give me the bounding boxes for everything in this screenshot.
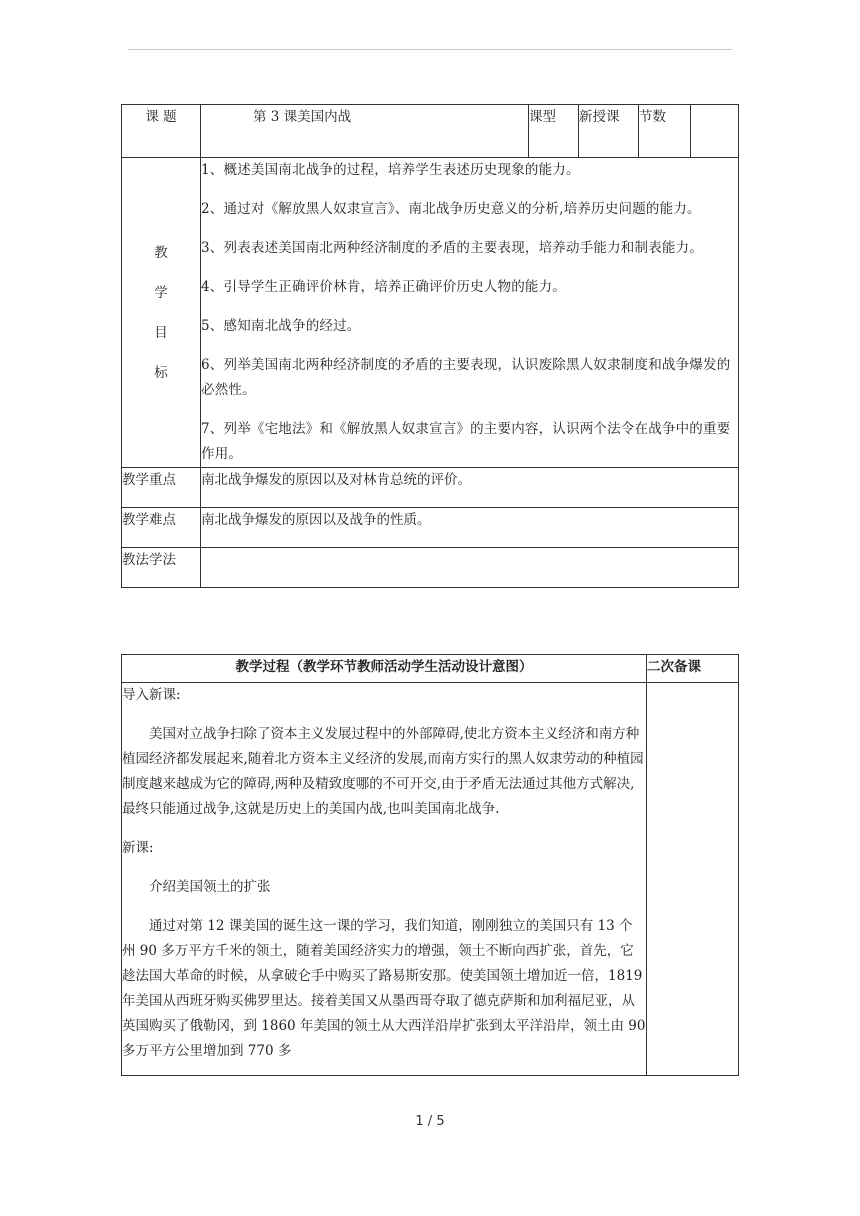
difficulties-text: 南北战争爆发的原因以及战争的性质。 [201, 508, 739, 548]
difficulties-row [122, 508, 739, 548]
key-points-text: 南北战争爆发的原因以及对林肯总统的评价。 [201, 468, 739, 508]
process-header: 教学过程（教学环节教师活动学生活动设计意图） [122, 655, 647, 683]
key-points-row [122, 468, 739, 508]
title-row [122, 105, 739, 158]
difficulties-label: 教学难点 [122, 508, 201, 548]
key-points-label: 教学重点 [122, 468, 201, 508]
objective-item: 3、列表表述美国南北两种经济制度的矛盾的主要表现，培养动手能力和制表能力。 [201, 240, 703, 256]
second-prep-column [647, 683, 739, 1076]
objective-item: 1、概述美国南北战争的过程，培养学生表述历史现象的能力。 [201, 162, 580, 178]
objective-item: 6、列举美国南北两种经济制度的矛盾的主要表现，认识废除黑人奴隶制度和战争爆发的必然性。 [201, 357, 731, 398]
periods-label: 节数 [639, 105, 691, 158]
second-prep-header: 二次备课 [647, 655, 739, 683]
objectives-label: 教 学 目 标 [122, 158, 201, 468]
process-header-row [122, 655, 739, 683]
objective-item: 4、引导学生正确评价林肯，培养正确评价历史人物的能力。 [201, 279, 566, 295]
intro-paragraph: 美国对立战争扫除了资本主义发展过程中的外部障碍,使北方资本主义经济和南方种植园经济都发展起来,随着北方资本主义经济的发展,而南方实行的黑人奴隶劳动的种植园制度越来越成为它的障碍,两种及精致度哪的不可开交,由于矛盾无法通过其他方式解决,最终只能通过战争,这就是历史上的美国内战,也叫美国南北战争. [122, 726, 644, 817]
process-body-row [122, 683, 739, 1076]
intro-heading: 导入新课: [122, 687, 181, 703]
objective-item: 2、通过对《解放黑人奴隶宣言》、南北战争历史意义的分析,培养历史问题的能力。 [201, 201, 701, 217]
type-label: 课型 [529, 105, 579, 158]
objectives-row [122, 158, 739, 468]
methods-row [122, 548, 739, 588]
teaching-process-table [121, 654, 739, 1076]
header-rule [128, 49, 732, 50]
lesson-title: 第 3 课美国内战 [201, 105, 529, 158]
subtopic-heading: 介绍美国领土的扩张 [149, 879, 271, 895]
methods-text [201, 548, 739, 588]
objectives-list [201, 158, 739, 468]
objective-item: 5、感知南北战争的经过。 [201, 318, 361, 334]
body-paragraph: 通过对第 12 课美国的诞生这一课的学习，我们知道，刚刚独立的美国只有 13 个州 90 多万平方千米的领土，随着美国经济实力的增强，领土不断向西扩张，首先，它趁法国大革命的时候，从拿破仑手中购买了路易斯安那。使美国领土增加近一倍，1819 年美国从西班牙购买佛罗里达。接着美国又从墨西哥夺取了德克萨斯和加利福尼亚，从英国购买了俄勒冈，到 1860 年美国的领土从大西洋沿岸扩张到太平洋沿岸，领土由 90 多万平方公里增加到 770 多 [122, 918, 646, 1059]
type-value: 新授课 [579, 105, 639, 158]
objective-item: 7、列举《宅地法》和《解放黑人奴隶宣言》的主要内容，认识两个法令在战争中的重要作用。 [201, 421, 731, 462]
periods-value [691, 105, 739, 158]
methods-label: 教法学法 [122, 548, 201, 588]
new-lesson-heading: 新课: [122, 840, 154, 856]
lesson-info-table [121, 104, 739, 588]
title-label: 课 题 [122, 105, 201, 158]
process-content [122, 683, 647, 1076]
page-number: 1 / 5 [415, 1114, 445, 1129]
